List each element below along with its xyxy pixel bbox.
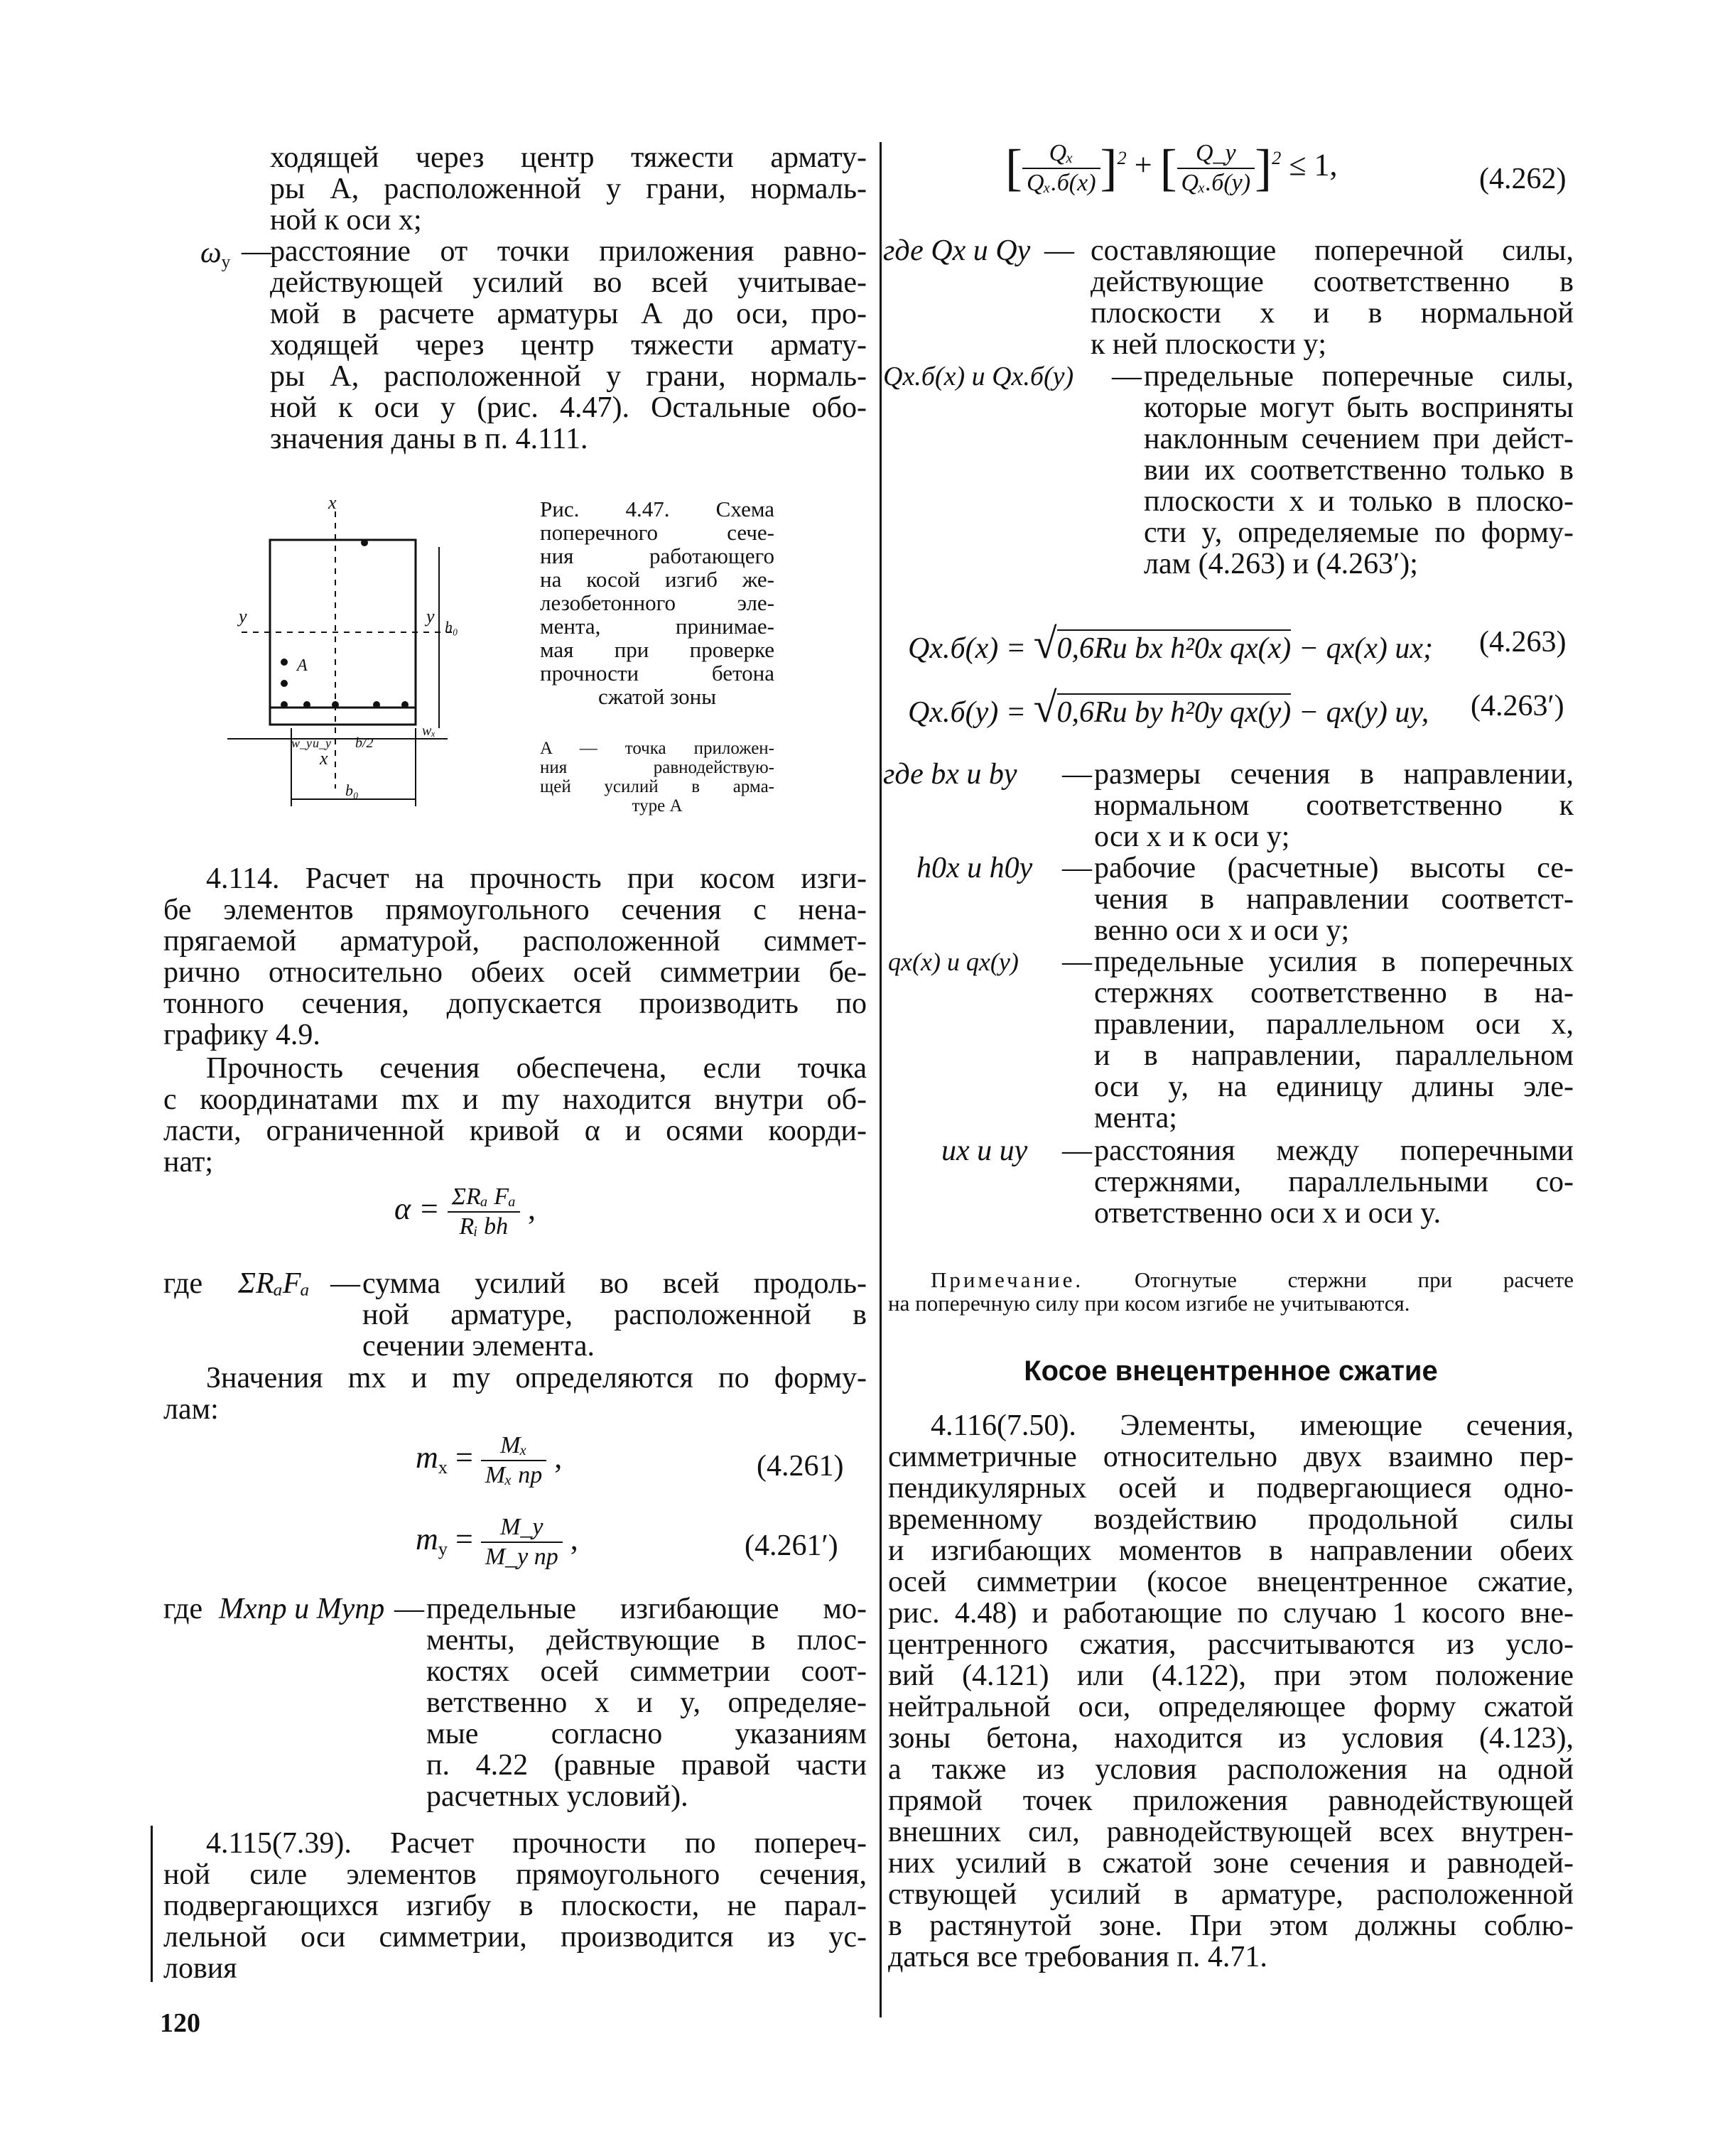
caption-line: лезобетонного эле-	[540, 590, 774, 615]
f261-lhs-sub: x	[438, 1456, 448, 1478]
where-h-dash: —	[1062, 852, 1092, 884]
paragraph-4-114	[163, 863, 867, 1051]
eq-number-4-262: (4.262)	[1479, 163, 1567, 195]
where-sum-dash: —	[330, 1267, 360, 1300]
text-line: предельные изгибающие мо-	[426, 1593, 867, 1625]
f262-fraction-2	[1177, 139, 1255, 197]
where-q-definition	[1094, 946, 1574, 1134]
dim-wy-label: w_y	[291, 736, 312, 750]
where-Q-symbol: где Qx и Qy	[883, 234, 1031, 267]
f263-lhs: Qх.б(x) =	[908, 632, 1027, 665]
text-line: чения в направлении соответст-	[1094, 883, 1574, 916]
where-M-gde: где	[163, 1593, 203, 1625]
caption-line: сжатой зоны	[597, 684, 717, 709]
text-line: наклонным сечением при дейст-	[1144, 423, 1574, 455]
text-line: стержнях соответственно в на-	[1094, 977, 1574, 1009]
text-line: ной силе элементов прямоугольного сечения,	[163, 1858, 867, 1891]
text-line: нейтральной оси, определяющее форму сжатой	[888, 1691, 1574, 1723]
text-line: составляющие поперечной силы,	[1091, 234, 1574, 267]
alpha-denominator: Rᵢ bh	[459, 1213, 509, 1240]
change-bar	[151, 1826, 153, 1982]
paragraph-values	[163, 1363, 867, 1425]
figure-note	[540, 739, 774, 816]
text-line: бе элементов прямоугольного сечения с нена-	[163, 894, 867, 926]
dim-h0-label: h₀	[445, 618, 458, 636]
dim-wx-label: wₓ	[422, 723, 436, 739]
eq-number-4-261: (4.261)	[757, 1450, 844, 1483]
wy-dash: —	[242, 235, 271, 268]
text-line: подвергающихся изгибу в плоскости, не парал-	[163, 1890, 867, 1922]
text-line: осей симметрии (косое внецентренное сжатие,	[888, 1566, 1574, 1598]
text-line: расстояния между поперечными	[1094, 1134, 1574, 1167]
f261-denominator: Mₓ пр	[485, 1462, 543, 1488]
text-line: предельные поперечные силы,	[1144, 360, 1574, 393]
figure-caption	[540, 497, 774, 708]
note-label: Примечание.	[931, 1267, 1084, 1292]
column-divider	[880, 142, 882, 2017]
f263p-root: 0,6Rи by h²0y qх(y)	[1057, 693, 1292, 729]
caption-line: Рис. 4.47. Схема	[540, 497, 774, 521]
text-line: рис. 4.48) и работающие по случаю 1 косого вне-	[888, 1597, 1574, 1630]
where-u-dash: —	[1062, 1134, 1092, 1167]
wy-symbol: $\omega_y$	[200, 237, 231, 272]
text-line: даться все требования п. 4.71.	[888, 1941, 1267, 1973]
text-line: нормальном соответственно к	[1094, 789, 1574, 822]
text-line: плоскости x и только в плоско-	[1144, 485, 1574, 518]
point-A-label: A	[297, 656, 308, 675]
where-b-dash: —	[1062, 758, 1092, 791]
text-line: в растянутой зоне. При этом должны соблю-	[888, 1909, 1574, 1942]
text-line: венно оси x и оси y;	[1094, 914, 1350, 947]
text-line: и изгибающих моментов в направлении обеих	[888, 1534, 1574, 1567]
f262-d2: Qₓ.б(y)	[1181, 169, 1251, 196]
text-line: рично относительно обеих осей симметрии бе-	[163, 956, 867, 989]
text-line: сечении элемента.	[362, 1330, 595, 1363]
text-line: п. 4.22 (равные правой части	[426, 1749, 867, 1782]
alpha-tail: ,	[527, 1191, 536, 1227]
where-h-definition	[1094, 852, 1574, 946]
text-line: мента;	[1094, 1102, 1177, 1134]
f261-numerator: Mₓ	[481, 1431, 546, 1461]
eq-number-4-261p: (4.261′)	[745, 1529, 838, 1562]
note-line: туре A	[632, 796, 683, 816]
paragraph-strength	[163, 1053, 867, 1178]
eq-number-4-263p: (4.263′)	[1471, 690, 1564, 722]
text-line: к ней плоскости y;	[1091, 328, 1327, 361]
text-line: ходящей через центр тяжести армату-	[270, 329, 867, 362]
text-line: правлении, параллельном оси x,	[1094, 1008, 1574, 1041]
page-number: 120	[160, 2008, 200, 2038]
formula-4-263: Qх.б(x) = √0,6Rи bx h²0x qх(x) − qх(x) ux;	[908, 620, 1434, 667]
text-line: тонного сечения, допускается производить по	[163, 987, 867, 1020]
text-line: зоны бетона, находится из условия (4.123),	[888, 1722, 1574, 1755]
dim-b2-label: b/2	[355, 735, 374, 751]
caption-line: мая при проверке	[540, 637, 774, 662]
caption-line: мента, принимае-	[540, 614, 774, 639]
text-line: Значения mx и my определяются по форму-	[206, 1362, 867, 1394]
text-line: вии их соответственно только в	[1144, 454, 1574, 487]
text-line: действующие соответственно в	[1091, 266, 1574, 298]
where-sum-symbol: ΣRₐFₐ	[238, 1267, 310, 1300]
text-line: них усилий в сжатой зоне сечения и равнодей-	[888, 1847, 1574, 1880]
f261-fraction	[481, 1431, 546, 1490]
formula-4-261p: $m_y$ = $\frac{M\_y}{\text{M\_y пр}}$ ,	[416, 1514, 578, 1570]
note-line	[888, 1268, 1574, 1291]
text-line: мой в расчете арматуры A до оси, про-	[270, 298, 867, 330]
where-sum-definition	[362, 1268, 867, 1362]
f262-tail: ≤ 1,	[1289, 147, 1338, 183]
f261p-lhs-sub: y	[438, 1538, 448, 1559]
text-line: 4.115(7.39). Расчет прочности по попереч-	[206, 1827, 867, 1860]
rebars	[281, 539, 409, 708]
caption-line: ния работающего	[540, 543, 774, 568]
alpha-fraction	[448, 1183, 520, 1241]
paragraph-4-115	[163, 1828, 867, 1984]
where-Q-dash: —	[1044, 234, 1074, 267]
text-line: расчетных условий).	[426, 1780, 688, 1813]
text-line: 4.114. Расчет на прочность при косом изги-	[206, 862, 867, 895]
alpha-numerator: ΣRₐ Fₐ	[448, 1183, 520, 1213]
f263-tail: − qх(x) ux;	[1298, 632, 1434, 665]
text-line: стержнями, параллельными со-	[1094, 1166, 1574, 1198]
axes	[242, 511, 455, 789]
where-Qb-dash: —	[1112, 360, 1142, 393]
text-line: внешних сил, равнодействующей всех внутрен-	[888, 1816, 1574, 1848]
text-line: рабочие (расчетные) высоты се-	[1094, 852, 1574, 884]
dim-b0-label: b₀	[345, 781, 359, 799]
f263p-tail: − qх(y) uy,	[1298, 696, 1429, 729]
axis-label-y-right: y	[426, 606, 435, 627]
f261p-lhs: m	[416, 1522, 438, 1557]
text-line: вий (4.121) или (4.122), при этом положение	[888, 1659, 1574, 1692]
text-line: графику 4.9.	[163, 1019, 320, 1051]
text-line: ной к оси x;	[270, 204, 422, 237]
text-line: расстояние от точки приложения равно-	[270, 235, 867, 268]
f262-fraction-1	[1022, 139, 1100, 197]
section-heading: Косое внецентренное сжатие	[1024, 1355, 1438, 1387]
text-line: лельной оси симметрии, производится из ус-	[163, 1921, 867, 1954]
text-line: которые могут быть восприняты	[1144, 391, 1574, 424]
where-u-definition	[1094, 1135, 1574, 1229]
alpha-lhs: α =	[394, 1191, 440, 1227]
text-line: ветственно x и y, определяе-	[426, 1686, 867, 1719]
where-M-definition	[426, 1593, 867, 1812]
where-b-symbol: где bx и by	[883, 758, 1017, 791]
text-line: мые согласно указаниям	[426, 1718, 867, 1750]
text-line: а также из условия расположения на одной	[888, 1753, 1574, 1786]
text-line: ответственно оси x и оси y.	[1094, 1197, 1442, 1230]
text-line: ловия	[163, 1952, 237, 1985]
where-Q-definition	[1091, 235, 1574, 360]
where-sum-gde: где	[163, 1267, 203, 1300]
note-line: A — точка приложен-	[540, 739, 774, 758]
formula-4-262: [ $\frac{\text{Qₓ}}{\text{Qₓ.б(x)}}$ ]$^2$ + [ $\frac{Q\_y}{\text{Qₓ.б(y)}}$ ]$^2$ ≤ 1,	[1005, 139, 1338, 196]
where-q-dash: —	[1062, 946, 1092, 978]
f261-tail: ,	[554, 1440, 563, 1475]
text-line: с координатами mx и my находится внутри об-	[163, 1083, 867, 1116]
axis-label-x-top: x	[328, 492, 337, 513]
note-text: Отогнутые стержни при расчете	[1134, 1267, 1574, 1292]
wy-definition	[270, 236, 867, 455]
where-b-definition	[1094, 759, 1574, 852]
text-line: и в направлении, параллельном	[1094, 1039, 1574, 1072]
caption-line: поперечного сече-	[540, 520, 774, 545]
text-line: 4.116(7.50). Элементы, имеющие сечения,	[931, 1409, 1574, 1442]
where-u-symbol: ux и uy	[941, 1134, 1028, 1167]
f262-n1: Qₓ	[1022, 139, 1100, 169]
text-line: размеры сечения в направлении,	[1094, 758, 1574, 791]
caption-line: на косой изгиб же-	[540, 567, 774, 592]
paragraph-4-116	[888, 1410, 1574, 1973]
text-line: ной к оси y (рис. 4.47). Остальные обо-	[270, 391, 867, 424]
text-line: пендикулярных осей и подвергающиеся одно-	[888, 1472, 1574, 1505]
where-M-symbol: Mxпр и Myпр	[219, 1593, 385, 1625]
caption-line: прочности бетона	[540, 661, 774, 686]
formula-4-263p: Qх.б(y) = √0,6Rи by h²0y qх(y) − qх(y) uy,	[908, 684, 1429, 731]
text-line: сумма усилий во всей продоль-	[362, 1267, 867, 1300]
where-h-symbol: h0x и h0y	[916, 852, 1033, 884]
text-line: ной арматуре, расположенной в	[362, 1299, 867, 1331]
text-line: оси x и к оси y;	[1094, 820, 1290, 853]
text-line: плоскости x и в нормальной	[1091, 297, 1574, 330]
f261p-fraction	[481, 1513, 563, 1571]
note-line: щей усилий в арма-	[540, 777, 774, 796]
where-Qb-symbol: Qх.б(x) и Qх.б(y)	[883, 362, 1074, 391]
text-line: ласти, ограниченной кривой α и осями коорди-	[163, 1115, 867, 1147]
f262-d1: Qₓ.б(x)	[1026, 169, 1096, 196]
text-line: действующей усилий во всей учитывае-	[270, 266, 867, 299]
where-q-symbol: qх(x) и qх(y)	[888, 948, 1019, 976]
text-line: менты, действующие в плос-	[426, 1624, 867, 1657]
text-line: центренного сжатия, рассчитываются из усло-	[888, 1628, 1574, 1661]
axis-label-y-left: y	[239, 606, 247, 627]
f261p-numerator: M_y	[481, 1513, 563, 1543]
text-line: ры A, расположенной у грани, нормаль-	[270, 173, 867, 205]
eq-number-4-263: (4.263)	[1479, 626, 1567, 659]
note	[888, 1268, 1574, 1315]
text-line: временному воздействию продольной силы	[888, 1503, 1574, 1536]
f262-n2: Q_y	[1177, 139, 1255, 169]
text-line: ствующей усилий в арматуре, расположенной	[888, 1878, 1574, 1911]
figure-4-47-diagram	[213, 490, 476, 831]
text-line: прямой точек приложения равнодействующей	[888, 1784, 1574, 1817]
alpha-formula	[394, 1183, 536, 1241]
note-line: ния равнодействую-	[540, 758, 774, 777]
text-line: нат;	[163, 1146, 214, 1179]
where-M-dash: —	[394, 1593, 424, 1625]
text-line: оси y, на единицу длины эле-	[1094, 1071, 1574, 1103]
f263p-lhs: Qх.б(y) =	[908, 696, 1027, 729]
f261p-tail: ,	[570, 1522, 578, 1557]
left-intro	[270, 142, 867, 236]
text-line: сти y, определяемые по форму-	[1144, 516, 1574, 549]
f261p-denominator: M_y пр	[485, 1544, 558, 1570]
text-line: лам (4.263) и (4.263′);	[1144, 548, 1418, 580]
f263-root: 0,6Rи bx h²0x qх(x)	[1057, 629, 1292, 665]
text-line: ходящей через центр тяжести армату-	[270, 141, 867, 174]
text-line: костях осей симметрии соот-	[426, 1655, 867, 1688]
text-line: прягаемой арматурой, расположенной симмет-	[163, 925, 867, 958]
f261-lhs: m	[416, 1440, 438, 1475]
text-line: симметричные относительно двух взаимно пер-	[888, 1441, 1574, 1473]
text-line: предельные усилия в поперечных	[1094, 946, 1574, 978]
dim-uy-label: u_y	[313, 736, 331, 750]
text-line: лам:	[163, 1393, 219, 1426]
text-line: Прочность сечения обеспечена, если точка	[206, 1052, 867, 1085]
text-line: ры A, расположенной у грани, нормаль-	[270, 360, 867, 393]
where-Qb-definition	[1144, 361, 1574, 580]
formula-4-261: $m_x$ = $\frac{\text{Mₓ}}{\text{Mₓ пр}}$ ,	[416, 1432, 563, 1488]
axis-label-x-bottom: x	[320, 748, 328, 769]
text-line: значения даны в п. 4.111.	[270, 423, 588, 455]
note-line: на поперечную силу при косом изгибе не учитываются.	[888, 1291, 1410, 1316]
